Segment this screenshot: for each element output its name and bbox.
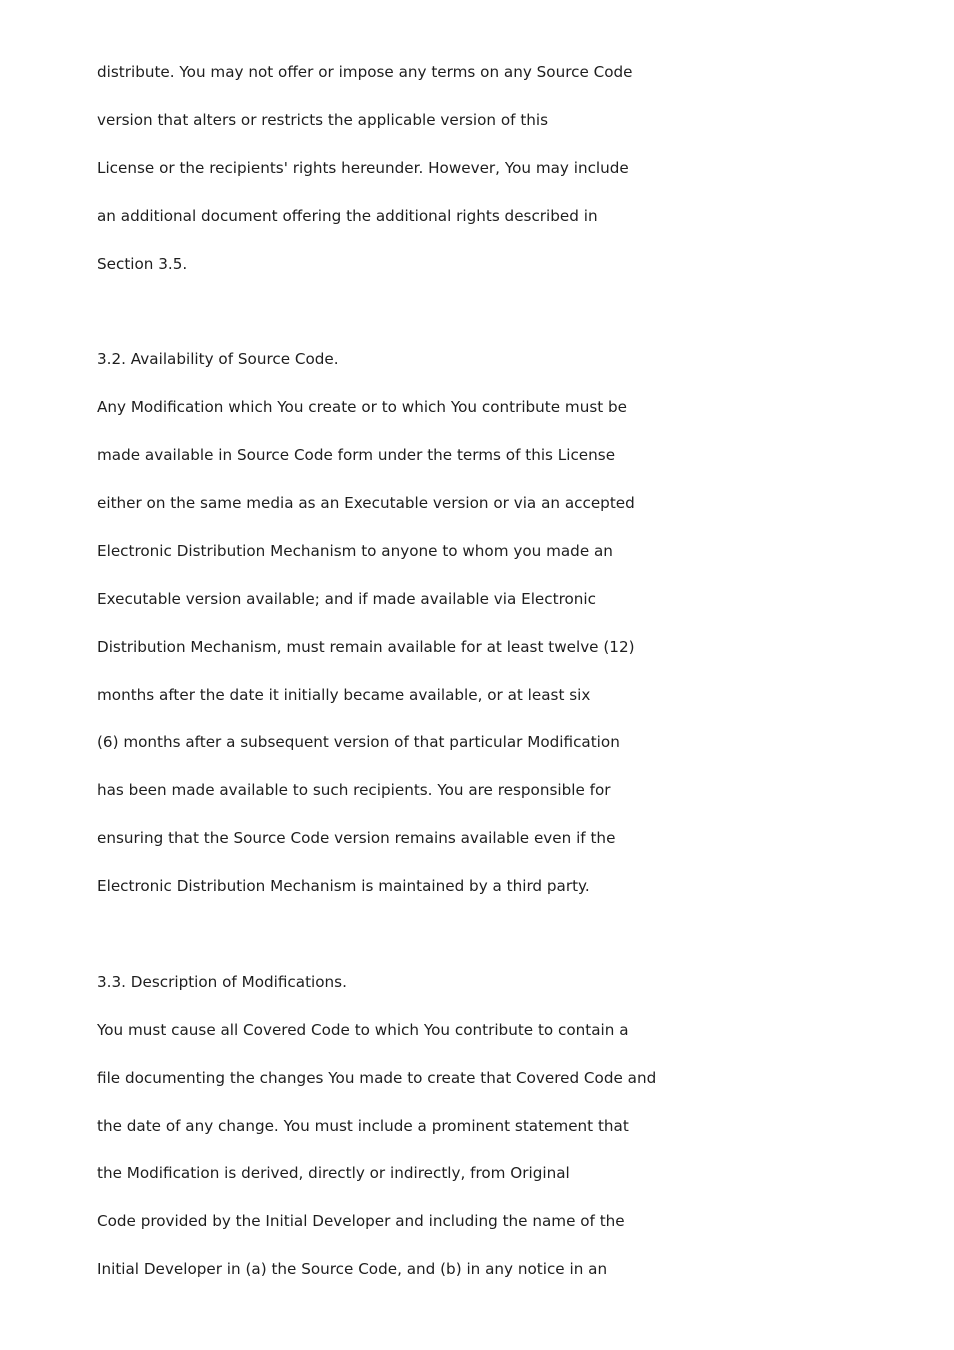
- text-line: has been made available to such recipients. You are responsible for: [97, 781, 611, 800]
- text-line: (6) months after a subsequent version of that particular Modification: [97, 733, 620, 752]
- section-heading: 3.2. Availability of Source Code.: [97, 350, 339, 369]
- text-line: Distribution Mechanism, must remain available for at least twelve (12): [97, 637, 635, 656]
- text-line: distribute. You may not offer or impose any terms on any Source Code: [97, 63, 633, 81]
- text-line: an additional document offering the additional rights described in: [97, 206, 598, 225]
- text-line: Code provided by the Initial Developer and including the name of the: [97, 1212, 625, 1231]
- text-line: months after the date it initially became available, or at least six: [97, 685, 591, 704]
- section-heading: 3.3. Description of Modifications.: [97, 972, 347, 991]
- intro-paragraph: [97, 60, 717, 299]
- text-line: Any Modification which You create or to which You contribute must be: [97, 398, 628, 417]
- text-line: Section 3.5.: [97, 254, 188, 273]
- text-line: ensuring that the Source Code version remains available even if the: [97, 829, 616, 848]
- section-3-2: [97, 347, 717, 922]
- section-3-3: [97, 970, 717, 1305]
- text-line: Initial Developer in (a) the Source Code, and (b) in any notice in an: [97, 1260, 608, 1279]
- paragraph-spacer: [97, 922, 717, 970]
- text-line: Executable version available; and if made available via Electronic: [97, 589, 596, 608]
- text-line: Electronic Distribution Mechanism is maintained by a third party.: [97, 877, 590, 896]
- text-line: You must cause all Covered Code to which You contribute to contain a: [97, 1020, 629, 1039]
- text-line: either on the same media as an Executable version or via an accepted: [97, 494, 635, 513]
- text-line: version that alters or restricts the applicable version of this: [97, 110, 549, 129]
- document-page: [97, 60, 717, 1305]
- text-line: License or the recipients' rights hereunder. However, You may include: [97, 158, 629, 177]
- text-line: the date of any change. You must include a prominent statement that: [97, 1116, 629, 1135]
- text-line: the Modification is derived, directly or indirectly, from Original: [97, 1164, 570, 1183]
- text-line: file documenting the changes You made to create that Covered Code and: [97, 1068, 657, 1087]
- paragraph-spacer: [97, 299, 717, 347]
- text-line: made available in Source Code form under the terms of this License: [97, 446, 616, 465]
- text-line: Electronic Distribution Mechanism to anyone to whom you made an: [97, 541, 613, 560]
